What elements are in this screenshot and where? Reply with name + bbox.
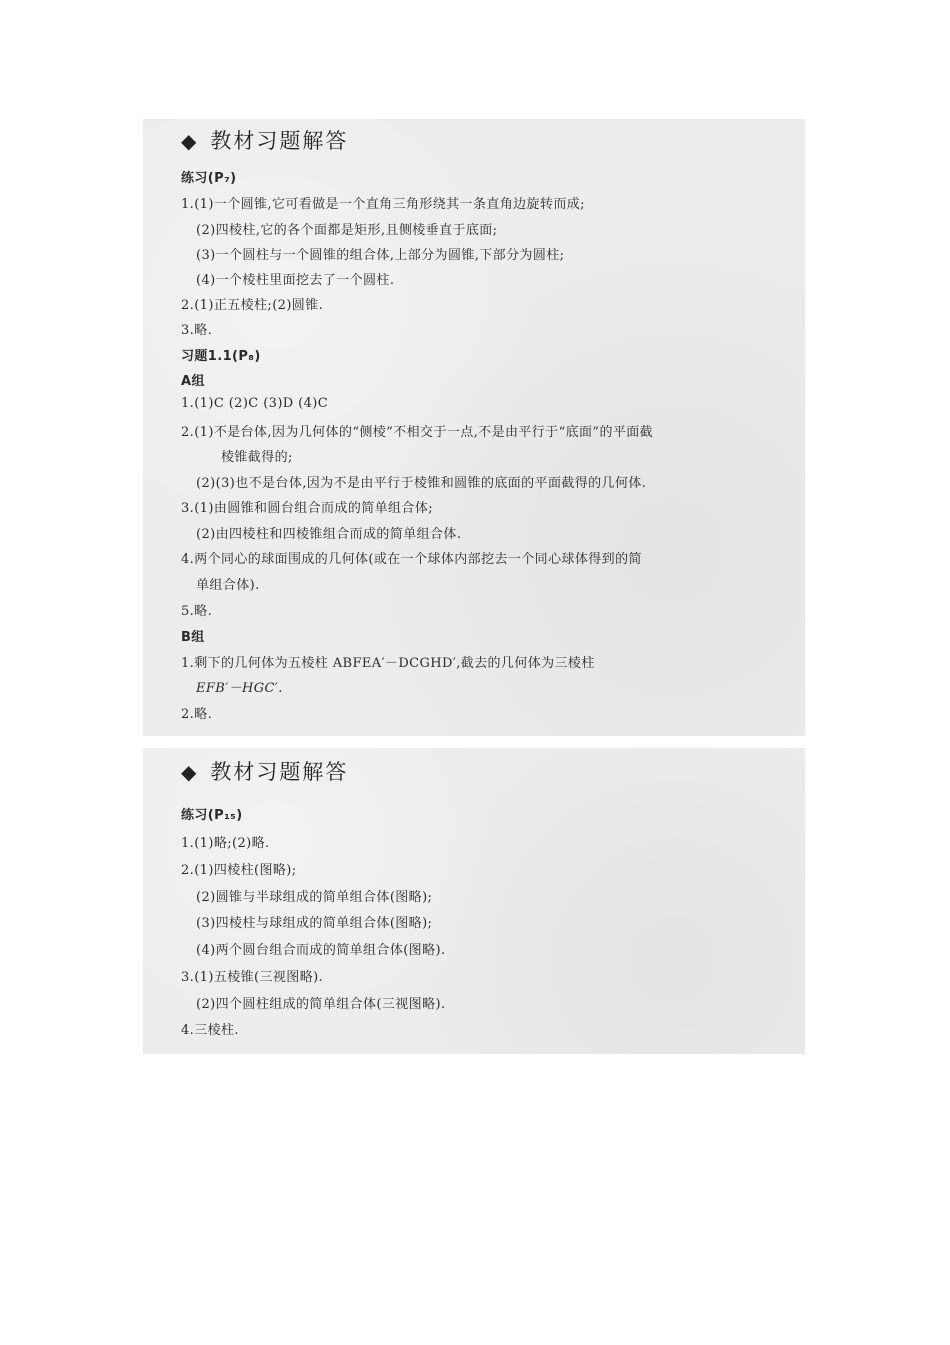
panel-1-line-4: (4)一个棱柱里面挖去了一个圆柱.	[196, 273, 395, 288]
panel-2-heading	[181, 756, 348, 786]
panel-2-line-8: 4.三棱柱.	[181, 1023, 239, 1038]
panel-1-line-1: 1.(1)一个圆锥,它可看做是一个直角三角形绕其一条直角边旋转而成;	[181, 197, 585, 212]
panel-2-line-6: 3.(1)五棱锥(三视图略).	[181, 970, 324, 985]
panel-2-line-3: (2)圆锥与半球组成的简单组合体(图略);	[196, 890, 433, 905]
panel-1-line-8: A组	[181, 374, 205, 389]
panel-1-line-12: (2)(3)也不是台体,因为不是由平行于棱锥和圆锥的底面的平面截得的几何体.	[196, 476, 647, 491]
panel-1-line-15: 4.两个同心的球面围成的几何体(或在一个球体内部挖去一个同心球体得到的简	[181, 552, 642, 567]
panel-1-line-20: EFB′－HGC′.	[196, 681, 283, 696]
panel-1-line-5: 2.(1)正五棱柱;(2)圆锥.	[181, 298, 324, 313]
panel-1-line-13: 3.(1)由圆锥和圆台组合而成的简单组合体;	[181, 501, 433, 516]
panel-2-line-4: (3)四棱柱与球组成的简单组合体(图略);	[196, 916, 433, 931]
panel-1-line-3: (3)一个圆柱与一个圆锥的组合体,上部分为圆锥,下部分为圆柱;	[196, 248, 565, 263]
panel-2-line-1: 1.(1)略;(2)略.	[181, 836, 270, 851]
panel-2-heading-text: 教材习题解答	[210, 760, 349, 784]
panel-1-line-6: 3.略.	[181, 323, 213, 338]
panel-1-line-19: 1.剩下的几何体为五棱柱 ABFEA′－DCGHD′,截去的几何体为三棱柱	[181, 656, 595, 671]
panel-1-line-7: 习题1.1(P₈)	[181, 349, 261, 364]
panel-2-line-7: (2)四个圆柱组成的简单组合体(三视图略).	[196, 997, 446, 1012]
panel-1-line-14: (2)由四棱柱和四棱锥组合而成的简单组合体.	[196, 527, 462, 542]
panel-1-line-16: 单组合体).	[196, 578, 260, 593]
panel-1-line-21: 2.略.	[181, 707, 213, 722]
panel-2-line-2: 2.(1)四棱柱(图略);	[181, 863, 297, 878]
panel-2-line-0: 练习(P₁₅)	[181, 808, 243, 823]
panel-1-heading-text: 教材习题解答	[210, 129, 349, 153]
panel-1-heading	[181, 125, 348, 155]
exercise-answers-panel-2	[143, 748, 805, 1054]
panel-1-line-0: 练习(P₇)	[181, 171, 237, 186]
panel-2-line-5: (4)两个圆台组合而成的简单组合体(图略).	[196, 943, 446, 958]
panel-1-line-17: 5.略.	[181, 604, 213, 619]
panel-1-line-9: 1.(1)C (2)C (3)D (4)C	[181, 396, 329, 411]
panel-1-line-10: 2.(1)不是台体,因为几何体的“侧棱”不相交于一点,不是由平行于“底面”的平面截	[181, 425, 654, 440]
panel-1-line-2: (2)四棱柱,它的各个面都是矩形,且侧棱垂直于底面;	[196, 223, 498, 238]
exercise-answers-panel-1	[143, 119, 805, 736]
diamond-bullet-icon: ◆	[181, 129, 199, 153]
panel-1-line-18: B组	[181, 630, 205, 645]
diamond-bullet-icon: ◆	[181, 760, 199, 784]
panel-1-line-11: 棱锥截得的;	[221, 450, 293, 465]
